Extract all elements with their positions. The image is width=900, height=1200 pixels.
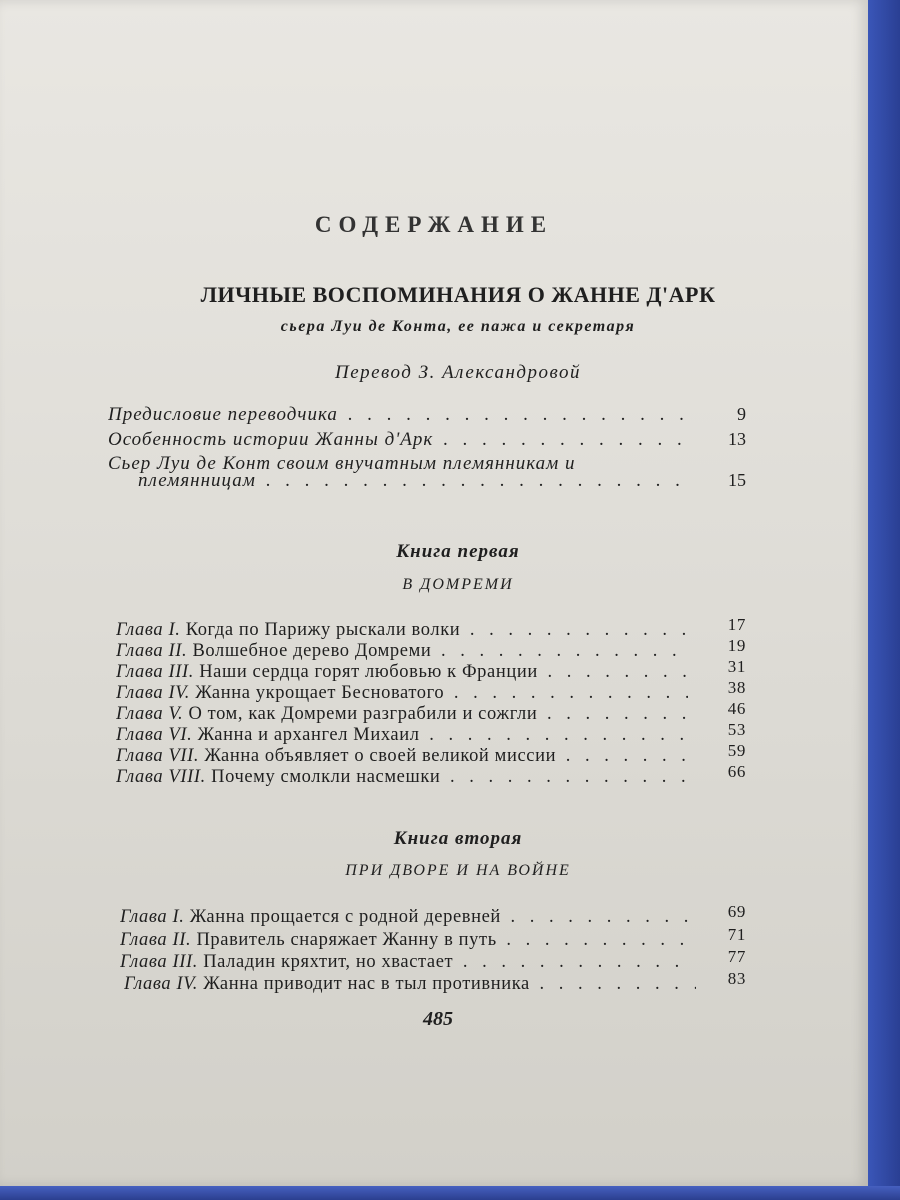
chapter-title: Когда по Парижу рыскали волки [185,620,461,640]
book-subheading: В ДОМРЕМИ [402,576,514,593]
chapter-page: 71 [727,925,746,944]
toc-entry-label: Предисловие переводчика . . . [108,404,688,426]
page-number: 485 [423,1008,453,1030]
toc-entry-page: 15 [728,470,746,490]
chapter-number: Глава III. [116,662,194,682]
chapter-number: Глава IV. [116,683,190,703]
chapter-page: 19 [727,636,746,655]
toc-entry-label: племянницам . . . [138,470,688,492]
chapter-title: Паладин кряхтит, но хвастает [203,952,454,972]
chapter-title: Жанна объявляет о своей великой миссии [204,746,557,766]
chapter-title: Жанна и архангел Михаил [197,725,420,745]
chapter-number: Глава VII. [116,746,200,766]
work-title: ЛИЧНЫЕ ВОСПОМИНАНИЯ О ЖАННЕ Д'АРК [200,282,716,307]
chapter-number: Глава VI. [116,725,193,745]
book-subheading: ПРИ ДВОРЕ И НА ВОЙНЕ [345,862,571,879]
chapter-page: 46 [727,699,746,718]
chapter-number: Глава III. [120,952,198,972]
chapter-page: 59 [727,741,746,760]
chapter-number: Глава I. [116,620,181,640]
chapter-title: О том, как Домреми разграбили и сожгли [188,704,538,724]
chapter-title: Жанна укрощает Бесноватого [195,683,445,703]
toc-entry [0,429,868,453]
toc-entry-page: 13 [728,429,746,449]
chapter-number: Глава IV. [124,974,198,994]
chapter-page: 83 [727,969,746,988]
toc-entry-label: Сьер Луи де Конт своим внучатным племянникам и [108,453,576,474]
chapter-title: Жанна прощается с родной деревней [189,907,501,927]
chapter-title: Почему смолкли насмешки [211,767,441,787]
chapter-page: 17 [727,615,746,634]
book-cover-edge [868,0,900,1200]
page-title: СОДЕРЖАНИЕ [314,212,554,237]
chapter-page: 31 [727,657,746,676]
chapter-title: Волшебное дерево Домреми [192,641,432,661]
translator-credit: Перевод З. Александровой [334,362,582,383]
chapter-title: Наши сердца горят любовью к Франции [199,662,538,682]
chapter-page: 69 [727,902,746,921]
chapter-entry [0,969,868,996]
chapter-page: 77 [727,947,746,966]
chapter-entry [0,762,868,789]
toc-entry-label: Особенность истории Жанны д'Арк . . . [108,429,688,451]
chapter-page: 38 [727,678,746,697]
toc-entry [0,470,868,494]
chapter-number: Глава VIII. [116,767,206,787]
chapter-number: Глава I. [120,907,185,927]
book-heading: Книга первая [396,541,520,562]
chapter-page: 53 [727,720,746,739]
work-subtitle: сьера Луи де Конта, ее пажа и секретаря [280,318,636,335]
book-cover-bottom [0,1186,900,1200]
chapter-number: Глава II. [116,641,188,661]
chapter-number: Глава V. [116,704,184,724]
chapter-title: Жанна приводит нас в тыл противника [203,974,530,994]
toc-entry [0,404,868,428]
toc-entry-page: 9 [737,404,746,424]
chapter-title: Правитель снаряжает Жанну в путь [196,930,497,950]
book-heading: Книга вторая [393,828,523,849]
chapter-page: 66 [727,762,746,781]
chapter-number: Глава II. [120,930,192,950]
